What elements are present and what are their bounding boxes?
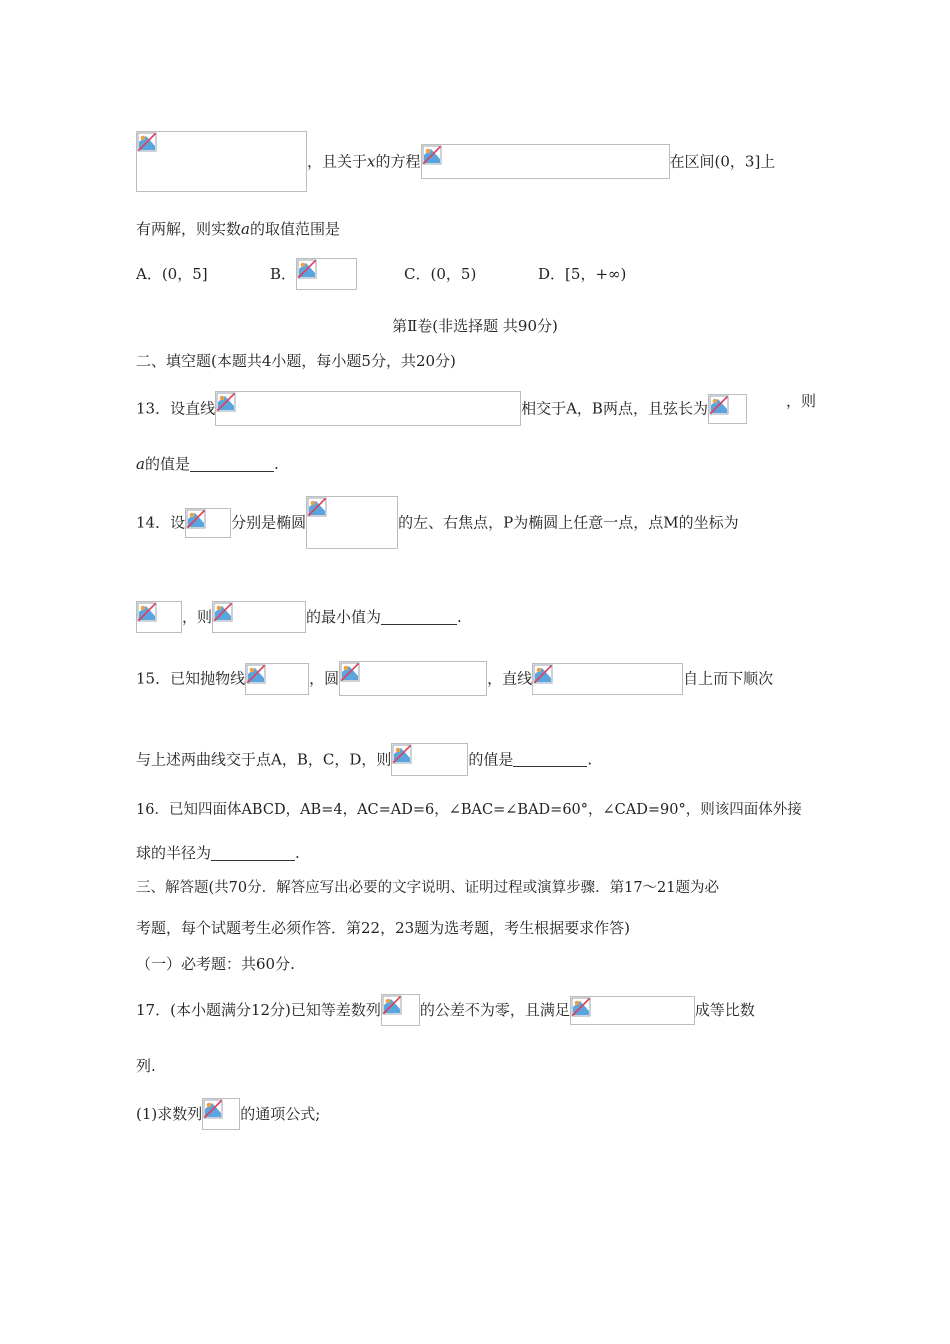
answer-blank[interactable]	[190, 457, 274, 472]
answer-blank[interactable]	[381, 610, 457, 625]
answer-blank[interactable]	[211, 846, 295, 861]
section3-sub: （一）必考题：共60分.	[136, 955, 295, 973]
option-c: C．(0，5)	[404, 265, 477, 283]
section3-line2: 考题，每个试题考生必须作答．第22，23题为选考题，考生根据要求作答)	[136, 919, 631, 937]
formula-image	[421, 144, 670, 179]
q17-part1: (1)求数列 的通项公式;	[136, 1098, 816, 1130]
formula-image	[708, 394, 747, 424]
q14-line2: ，则 的最小值为 .	[136, 601, 816, 633]
formula-image	[306, 496, 398, 549]
formula-image	[296, 258, 357, 290]
q15-line2: 与上述两曲线交于点A，B，C，D，则 的值是 .	[136, 743, 816, 776]
q17-line1: 17．(本小题满分12分)已知等差数列 的公差不为零，且满足 成等比数	[136, 994, 816, 1026]
formula-image	[339, 661, 487, 696]
q16-line2: 球的半径为 .	[136, 844, 300, 862]
q14-line1: 14．设 分别是椭圆 的左、右焦点，P为椭圆上任意一点，点M的坐标为	[136, 496, 816, 549]
q17-line2: 列.	[136, 1057, 156, 1075]
section3-line1: 三、解答题(共70分．解答应写出必要的文字说明、证明过程或演算步骤．第17～21题为必	[136, 880, 720, 896]
formula-image	[391, 743, 468, 776]
q12-line2: 有两解，则实数a的取值范围是	[136, 220, 340, 238]
formula-image	[136, 601, 182, 633]
option-a: A．(0，5]	[136, 265, 208, 283]
q12-options	[136, 258, 816, 290]
formula-image	[245, 663, 309, 695]
section2-title: 第Ⅱ卷(非选择题 共90分)	[392, 317, 558, 335]
formula-image	[136, 131, 307, 192]
formula-image	[215, 391, 521, 426]
formula-image	[381, 994, 420, 1026]
formula-image	[532, 663, 683, 695]
answer-blank[interactable]	[513, 752, 587, 767]
q15-line1: 15．已知抛物线 ，圆 ，直线 自上而下顺次	[136, 661, 816, 696]
q13-line2: a的值是 .	[136, 455, 279, 473]
q12-line1: ，且关于x的方程 在区间(0，3]上	[136, 131, 816, 192]
formula-image	[185, 508, 231, 538]
q16-line1: 16．已知四面体ABCD，AB=4，AC=AD=6，∠BAC=∠BAD=60°，∠CAD=90°，则该四面体外接	[136, 802, 802, 818]
q13-line1: 13．设直线 相交于A，B两点，且弦长为 ，则	[136, 391, 816, 426]
section2-heading: 二、填空题(本题共4小题，每小题5分，共20分)	[136, 352, 456, 370]
formula-image	[202, 1098, 240, 1130]
formula-image	[570, 996, 695, 1025]
formula-image	[212, 601, 306, 633]
option-d: D．[5，+∞)	[538, 265, 627, 283]
option-b-label: B．	[270, 265, 297, 283]
